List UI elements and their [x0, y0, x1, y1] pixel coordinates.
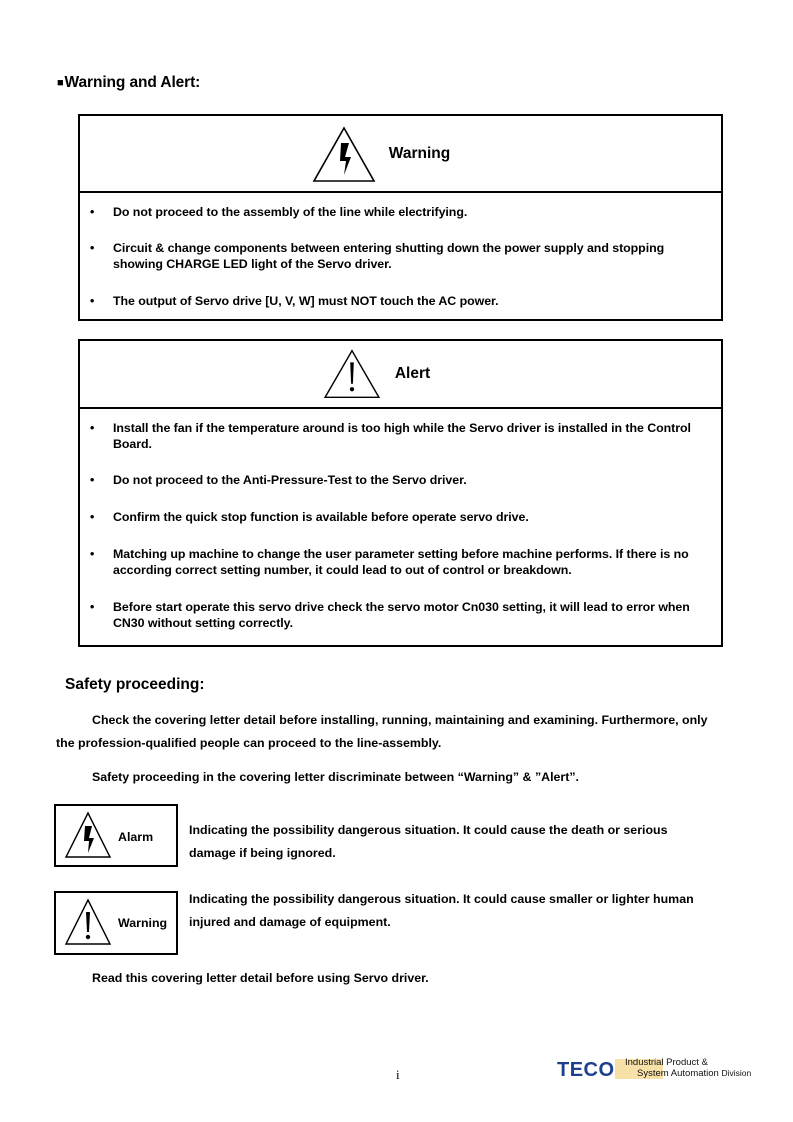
warning-description: Indicating the possibility dangerous situation. It could cause smaller or lighter human injured and damage of equipment.: [189, 892, 694, 929]
page-number: i: [396, 1067, 400, 1082]
bullet-icon: •: [90, 294, 95, 308]
alarm-description: Indicating the possibility dangerous situation. It could cause the death or serious damage if being ignored.: [189, 823, 668, 860]
logo-line2: System Automation Division: [637, 1068, 752, 1079]
bullet-icon: •: [90, 205, 95, 219]
bullet-icon: •: [90, 421, 95, 435]
safety-paragraph: Safety proceeding in the covering letter discriminate between “Warning” & ”Alert”.: [92, 770, 580, 784]
warning-legend-box: [54, 891, 178, 955]
alert-item: • Install the fan if the temperature around is too high while the Servo driver is installed in the Control Board.: [90, 421, 691, 451]
warning-item: • Do not proceed to the assembly of the line while electrifying.: [90, 205, 468, 219]
alert-item: • Confirm the quick stop function is available before operate servo drive.: [90, 510, 529, 524]
bullet-icon: •: [90, 473, 95, 487]
alert-item: • Matching up machine to change the user parameter setting before machine performs. If there is no according correct setting number, it could lead to out of control or breakdown.: [90, 547, 689, 577]
alert-item: • Before start operate this servo drive check the servo motor Cn030 setting, it will lead to error when CN30 without setting correctly.: [90, 600, 690, 630]
bullet-icon: •: [90, 547, 95, 561]
teco-logo: [555, 1056, 755, 1082]
alert-box-title: Alert: [394, 365, 431, 382]
section-title: Warning and Alert:: [64, 74, 201, 91]
warning-item: • Circuit & change components between entering shutting down the power supply and stopping showing CHARGE LED light of the Servo driver.: [90, 241, 665, 271]
safety-paragraph-line: Check the covering letter detail before installing, running, maintaining and examining. Furthermore, only: [92, 713, 708, 727]
warning-box-header: [80, 116, 721, 193]
alert-box-header: [80, 341, 721, 409]
exclamation-triangle-icon: [64, 898, 116, 946]
warning-box-title: Warning: [388, 144, 451, 162]
section-heading: [57, 74, 200, 92]
closing-note: Read this covering letter detail before using Servo driver.: [92, 971, 429, 985]
electric-shock-triangle-icon: [311, 125, 377, 183]
alarm-label: Alarm: [118, 830, 154, 844]
warning-box: [78, 114, 723, 321]
alarm-legend-box: [54, 804, 178, 867]
safety-heading: Safety proceeding:: [65, 676, 205, 693]
bullet-icon: •: [90, 510, 95, 524]
alert-box: [78, 339, 723, 647]
logo-line1: Industrial Product &: [625, 1057, 708, 1068]
safety-paragraph-line: the profession-qualified people can proceed to the line-assembly.: [56, 736, 442, 750]
warning-label: Warning: [118, 916, 168, 930]
electric-shock-triangle-icon: [64, 811, 116, 859]
alert-item: • Do not proceed to the Anti-Pressure-Test to the Servo driver.: [90, 473, 467, 487]
bullet-icon: •: [90, 241, 95, 255]
bullet-icon: •: [90, 600, 95, 614]
warning-item: • The output of Servo drive [U, V, W] must NOT touch the AC power.: [90, 294, 499, 308]
exclamation-triangle-icon: [321, 348, 383, 400]
square-bullet-icon: ■: [57, 77, 64, 89]
logo-brand: TECO: [557, 1059, 615, 1081]
